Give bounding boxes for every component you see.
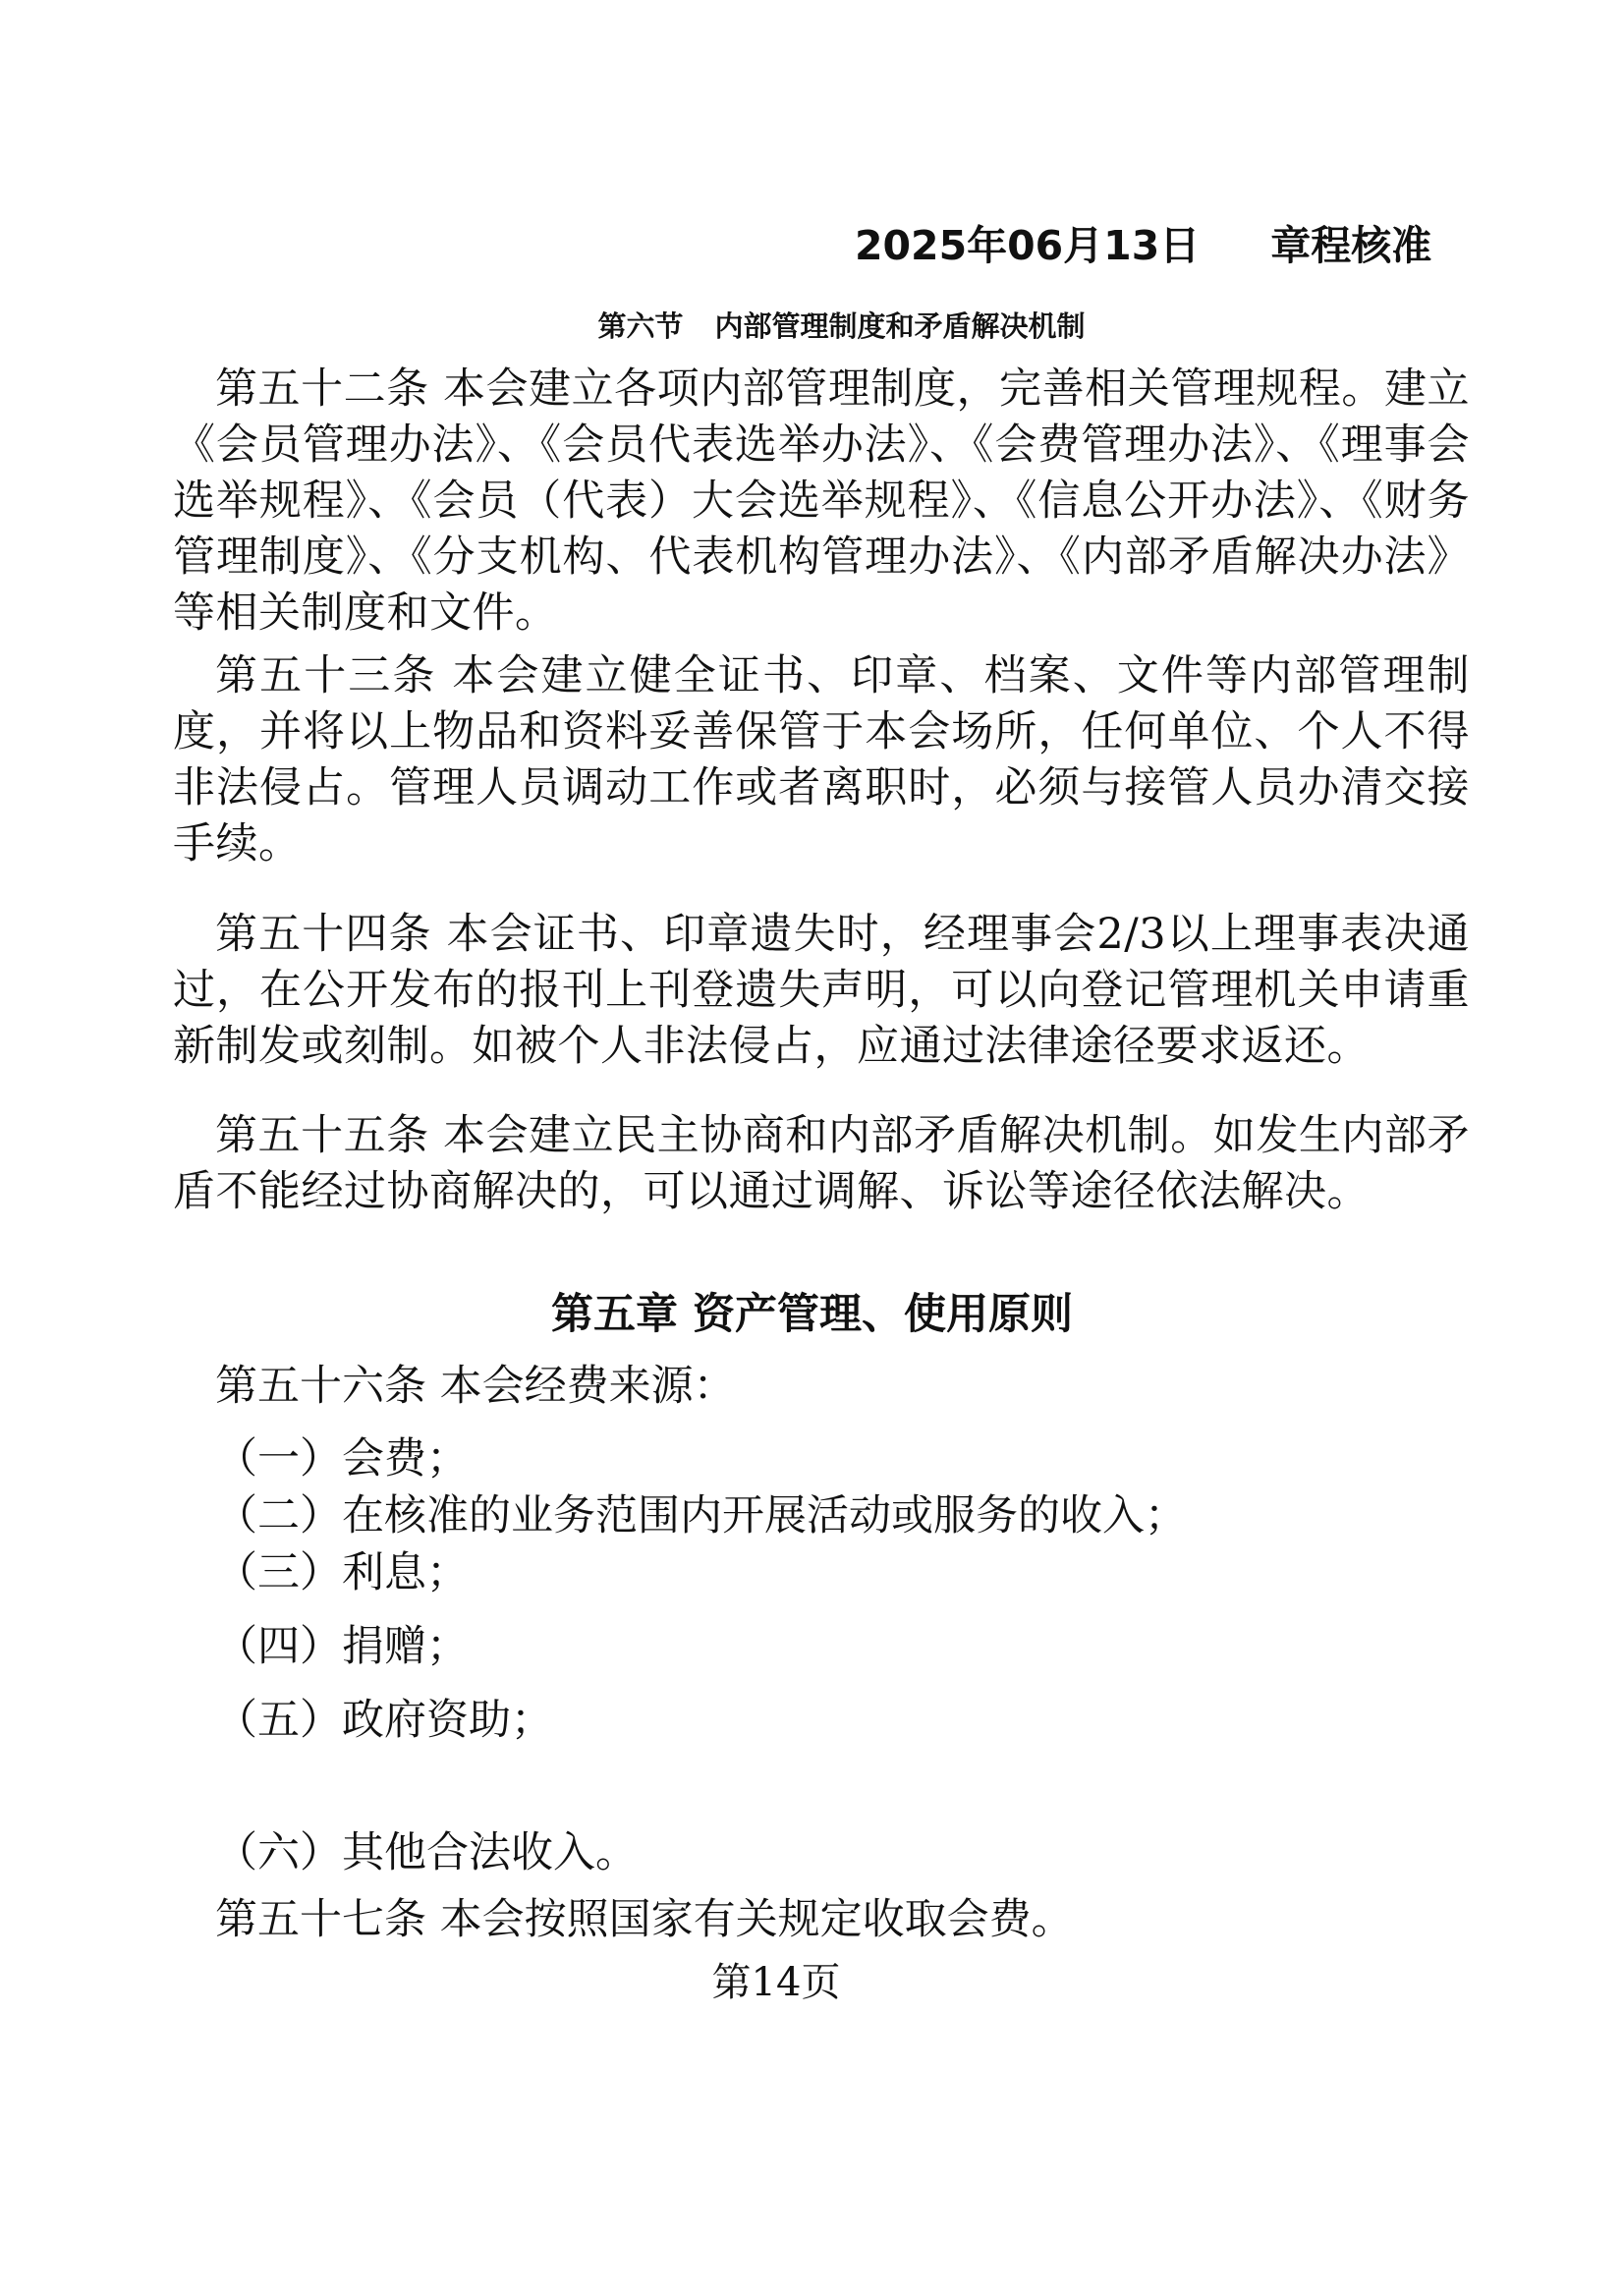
list-item: （一）会费； bbox=[215, 1434, 469, 1483]
list-item: （四）捐赠； bbox=[215, 1622, 469, 1671]
section-heading bbox=[0, 305, 1624, 348]
page-number: 第14页 bbox=[711, 1960, 841, 2005]
approval-header bbox=[855, 216, 1542, 275]
chapter-title: 第五章 资产管理、使用原则 bbox=[551, 1290, 1073, 1339]
article-52: 第五十二条 本会建立各项内部管理制度，完善相关管理规程。建立《会员管理办法》、《会员代表选举办法》、《会费管理办法》、《理事会选举规程》、《会员（代表）大会选举规程》、《信息公开办法》、《财务管理制度》、《分支机构、代表机构管理办法》、《内部矛盾解决办法》等相关制度和文件。 bbox=[173, 364, 1470, 638]
article-54: 第五十四条 本会证书、印章遗失时，经理事会2/3以上理事表决通过，在公开发布的报刊上刊登遗失声明，可以向登记管理机关申请重新制发或刻制。如被个人非法侵占，应通过法律途径要求返还。 bbox=[173, 910, 1470, 1071]
list-item: （六）其他合法收入。 bbox=[215, 1828, 638, 1877]
article-53: 第五十三条 本会建立健全证书、印章、档案、文件等内部管理制度，并将以上物品和资料妥善保管于本会场所，任何单位、个人不得非法侵占。管理人员调动工作或者离职时，必须与接管人员办清交接手续。 bbox=[173, 651, 1470, 868]
article-57: 第五十七条 本会按照国家有关规定收取会费。 bbox=[215, 1895, 1074, 1944]
approval-date: 2025年06月13日 bbox=[855, 222, 1201, 269]
list-item: （五）政府资助； bbox=[215, 1696, 553, 1745]
article-55: 第五十五条 本会建立民主协商和内部矛盾解决机制。如发生内部矛盾不能经过协商解决的，可以通过调解、诉讼等途径依法解决。 bbox=[173, 1111, 1470, 1216]
list-item: （二）在核准的业务范围内开展活动或服务的收入； bbox=[215, 1491, 1187, 1540]
section-title: 内部管理制度和矛盾解决机制 bbox=[714, 309, 1086, 343]
approval-label: 章程核准 bbox=[1270, 222, 1432, 269]
section-number: 第六节 bbox=[597, 309, 684, 343]
list-item: （三）利息； bbox=[215, 1548, 469, 1597]
article-56-intro: 第五十六条 本会经费来源： bbox=[215, 1362, 736, 1411]
